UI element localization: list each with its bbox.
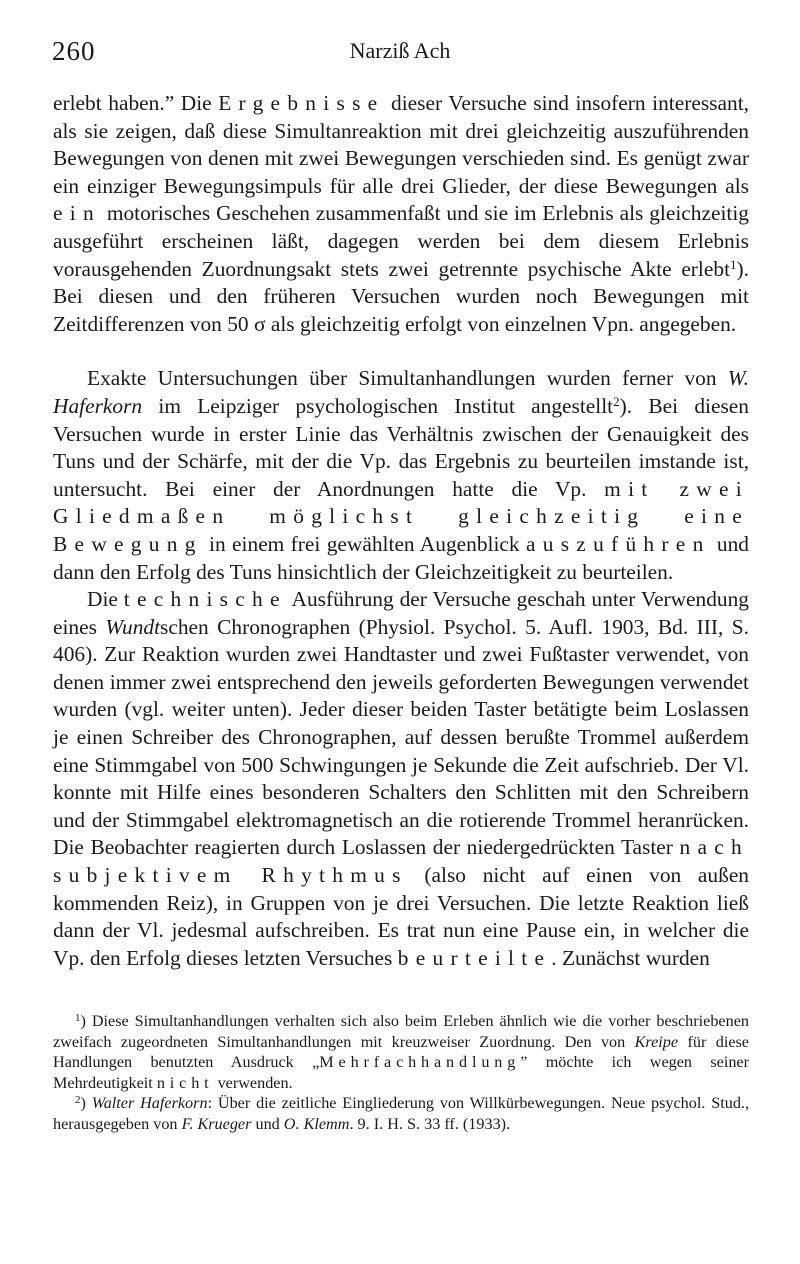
text-run: . 9. I. H. S. 33 ff. (1933). xyxy=(349,1114,511,1133)
footnote-ref: 2 xyxy=(75,1094,81,1106)
spaced-emphasis: Mehrfachhandlung xyxy=(319,1053,521,1071)
body-text xyxy=(53,90,749,972)
text-run: . Zunächst wurden xyxy=(551,945,710,970)
text-run: : Über die zeitliche Eingliederung von Willkürbewegungen. Neue psychol. Stud., herausgegeben von xyxy=(53,1094,750,1133)
spaced-emphasis: ein xyxy=(53,201,101,226)
footnote-ref: 1 xyxy=(75,1012,81,1024)
text-run: ” möchte ich wegen seiner Mehrdeutigkeit xyxy=(53,1053,749,1092)
footnote-ref: 2 xyxy=(613,393,620,409)
text-run: ) xyxy=(80,1012,86,1030)
text-run: ) xyxy=(619,393,627,418)
running-head: Narziß Ach xyxy=(349,38,451,63)
spaced-emphasis: nach subjektivem Rhythmus xyxy=(53,835,749,888)
text-run: verwenden. xyxy=(213,1073,293,1092)
spaced-emphasis: beurteilte xyxy=(397,945,552,970)
spaced-emphasis: nicht xyxy=(156,1073,214,1092)
footnote xyxy=(53,1011,749,1093)
paragraph xyxy=(53,90,749,338)
page-header xyxy=(52,36,748,76)
text-run: schen Chronographen (Physiol. Psychol. 5. Aufl. 1903, Bd. III, S. 406). Zur Reaktion wurden zwei Handtaster und zwei Fußtaster verwendet, von denen immer zwei entsprechend den jeweils geforderten Bewegungen verwendet wurden (vgl. weiter unten). Jeder dieser beiden Taster betätigte beim Loslassen je einen Schreiber des Chronographen, auf dessen berußte Trommel außerdem eine Stimmgabel von 500 Schwingungen je Sekunde die Zeit aufschrieb. Der Vl. konnte mit Hilfe eines besonderen Schalters den Schlitten mit den Schreibern und der Stimmgabel elektromagnetisch an die rotierende Trommel heranrücken. Die Beobachter reagierten durch Loslassen der niedergedrückten Taster xyxy=(53,614,749,860)
text-run: in einem frei gewählten Augenblick xyxy=(202,531,526,556)
text-run: . Bei diesen und den früheren Versuchen wurden noch Bewegungen mit Zeitdifferenzen von 50 σ als gleichzeitig erfolgt von einzelnen Vpn. angegeben. xyxy=(53,256,749,336)
footnotes xyxy=(53,1011,749,1134)
text-run: und xyxy=(251,1114,284,1133)
text-run: und dann den Erfolg des Tuns hinsichtlich der Gleichzeitigkeit zu beurteilen. xyxy=(53,531,749,584)
text-run: ) xyxy=(736,256,744,281)
spaced-emphasis: Ergebnisse xyxy=(218,91,385,115)
page-number: 260 xyxy=(52,36,96,66)
spaced-emphasis: mit zwei Gliedmaßen möglichst gleichzeitig eine Bewegung xyxy=(53,476,749,556)
paragraph xyxy=(53,586,749,972)
text-run: motorisches Geschehen zusammenfaßt und sie im Erlebnis als gleichzeitig ausgeführt erscheinen läßt, dagegen werden bei dem diesem Erlebnis vorausgehenden Zuordnungsakt stets zwei getrennte psychische Akte erlebt xyxy=(53,201,749,281)
text-run: für diese Handlungen benutzten Ausdruck „ xyxy=(53,1032,749,1071)
italic-text: W. Haferkorn xyxy=(53,366,749,418)
text-run: ) xyxy=(80,1094,86,1112)
text-run: Ausführung der Versuche geschah unter Verwendung eines xyxy=(53,587,749,639)
text-run: dieser Versuche sind insofern interessant, als sie zeigen, daß diese Simultanreaktion mit drei gleichzeitig auszuführenden Bewegungen von denen mit zwei Bewegungen verschieden sind. Es genügt zwar ein einziger Bewegungsimpuls für alle drei Glieder, der diese Bewegungen als xyxy=(53,91,749,198)
italic-text: Wundt xyxy=(105,614,161,639)
text-run: Exakte Untersuchungen über Simultanhandlungen wurden ferner von xyxy=(87,366,728,391)
italic-text: Walter Haferkorn xyxy=(91,1094,208,1112)
text-run: im Leipziger psychologischen Institut angestellt xyxy=(142,393,614,418)
footnote-ref: 1 xyxy=(730,256,737,272)
italic-text: F. Krueger xyxy=(181,1114,252,1133)
text-run: (also nicht auf einen von außen kommenden Reiz), in Gruppen von je drei Versuchen. Die letzte Reaktion ließ dann der Vl. jedesmal aufschreiben. Es trat nun eine Pause ein, in welcher die Vp. den Erfolg dieses letzten Versuches xyxy=(53,863,750,970)
italic-text: Kreipe xyxy=(634,1032,679,1051)
text-run: Die xyxy=(87,587,124,612)
spaced-emphasis: auszuführen xyxy=(525,531,711,556)
spaced-emphasis: technische xyxy=(123,587,287,612)
italic-text: O. Klemm xyxy=(283,1114,350,1133)
text-run: . Bei diesen Versuchen wurde in erster Linie das Verhältnis zwischen der Genauigkeit des Tuns und der Schärfe, mit der die Vp. das Ergebnis zu beurteilen imstande ist, untersucht. Bei einer der Anordnungen hatte die Vp. xyxy=(53,393,749,501)
footnote xyxy=(53,1093,749,1134)
paragraph xyxy=(53,365,749,586)
text-run: erlebt haben.” Die xyxy=(53,91,219,115)
text-run: Diese Simultanhandlungen verhalten sich also beim Erleben ähnlich wie die vorher beschriebenen zweifach zugeordneten Simultanhandlungen mit kreuzweiser Zuordnung. Den von xyxy=(53,1012,749,1051)
